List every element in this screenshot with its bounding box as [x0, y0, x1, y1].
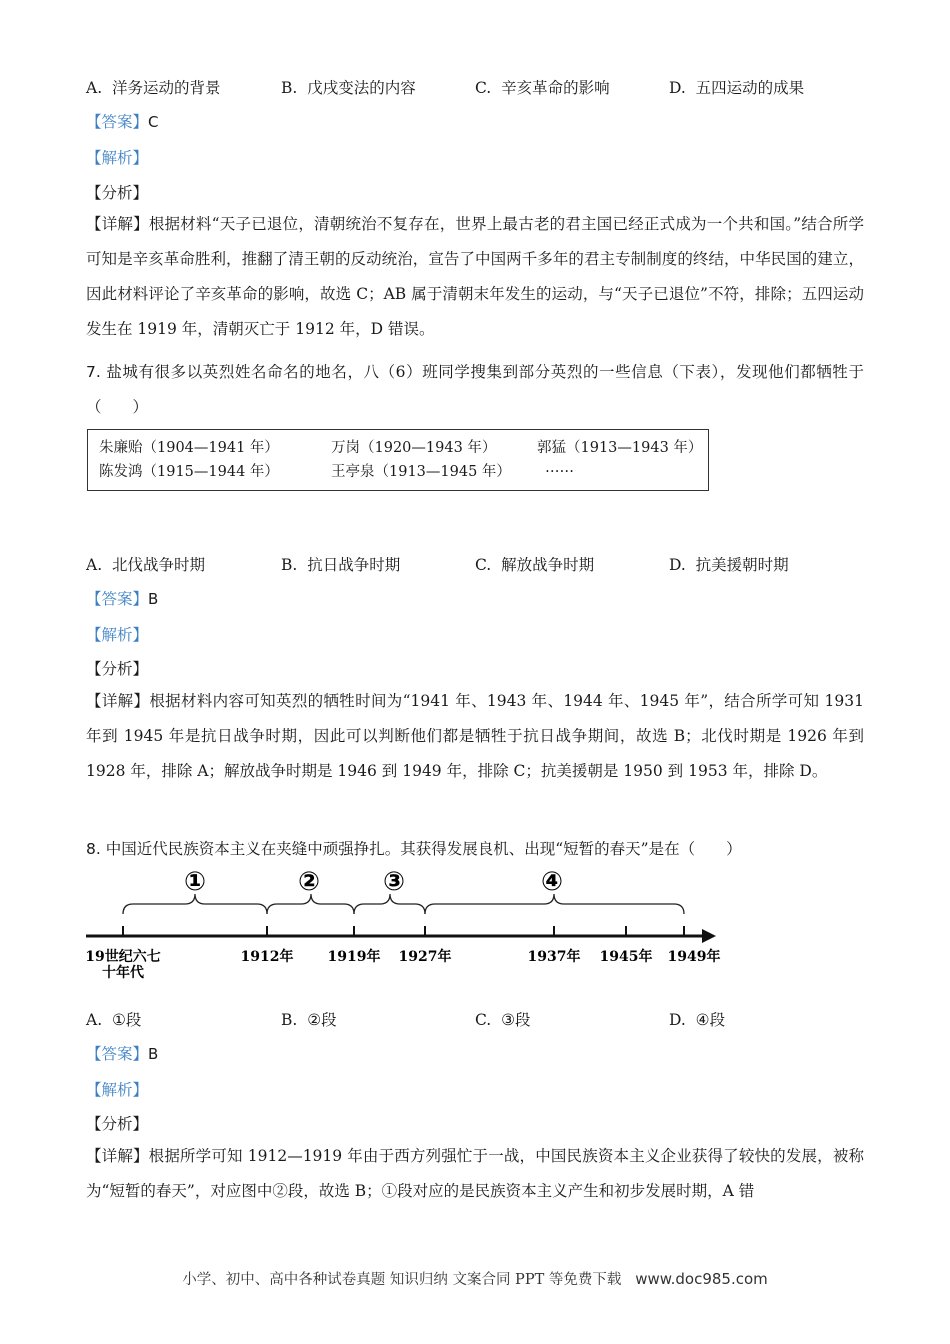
q7-option-c: C. 解放战争时期: [475, 556, 595, 574]
q8-option-b: B. ②段: [281, 1011, 337, 1029]
timeline-year-label: 1919年: [327, 949, 381, 965]
q8-timeline-figure: [80, 866, 730, 986]
segment-label-3: ③: [382, 867, 406, 897]
q8-option-a: A. ①段: [86, 1011, 142, 1029]
timeline-year-label: 1949年: [667, 949, 721, 965]
q7-detail: 【详解】根据材料内容可知英烈的牺牲时间为“1941 年、1943 年、1944 年、1945 年”，结合所学可知 1931 年到 1945 年是抗日战争时期，因此可以判断他们都是牺牲于抗日战争期间，故选 B；北伐时期是 1926 年到 1928 年，排除 A；解放战争时期是 1946 到 1949 年，排除 C；抗美援朝是 1950 到 1953 年，排除 D。: [86, 692, 864, 780]
q6-detail: 【详解】根据材料“天子已退位，清朝统治不复存在，世界上最古老的君主国已经正式成为一个共和国。”结合所学可知是辛亥革命胜利，推翻了清王朝的反动统治，宣告了中国两千多年的君主专制制度的终结，中华民国的建立，因此材料评论了辛亥革命的影响，故选 C；AB 属于清朝末年发生的运动，与“天子已退位”不符，排除；五四运动发生在 1919 年，清朝灭亡于 1912 年，D 错误。: [86, 215, 864, 338]
segment-brace-4: [425, 894, 684, 914]
hero-item: 万岗（1920—1943 年）: [331, 440, 497, 456]
hero-item: 郭猛（1913—1943 年）: [537, 440, 703, 456]
q7-fenxi-label: 【分析】: [86, 660, 149, 678]
segment-brace-3: [354, 894, 425, 914]
q7-stem: 7. 盐城有很多以英烈姓名命名的地名，八（6）班同学搜集到部分英烈的一些信息（下表），发现他们都牺牲于（ ）: [86, 363, 864, 416]
timeline-year-label: 19世纪六七: [85, 949, 161, 965]
hero-item: ……: [545, 460, 574, 476]
timeline-year-label: 1927年: [398, 949, 452, 965]
q6-fenxi-label: 【分析】: [86, 184, 149, 202]
q8-jiexi-label: 【解析】: [86, 1081, 149, 1099]
q7-option-d: D. 抗美援朝时期: [669, 556, 789, 574]
q8-option-c: C. ③段: [475, 1011, 531, 1029]
footer-text: 小学、初中、高中各种试卷真题 知识归纳 文案合同 PPT 等免费下载: [182, 1272, 622, 1288]
q8-fenxi-label: 【分析】: [86, 1115, 149, 1133]
footer-url[interactable]: www.doc985.com: [635, 1270, 768, 1288]
q7-option-b: B. 抗日战争时期: [281, 556, 401, 574]
hero-item: 朱廉贻（1904—1941 年）: [99, 440, 279, 456]
segment-label-2: ②: [297, 867, 321, 897]
q8-stem: 8. 中国近代民族资本主义在夹缝中顽强挣扎。其获得发展良机、出现“短暂的春天”是在（ ）: [86, 840, 742, 858]
timeline-arrow-icon: [702, 929, 716, 943]
segment-brace-1: [123, 894, 267, 914]
timeline-year-label: 1912年: [240, 949, 294, 965]
q6-option-a: A. 洋务运动的背景: [86, 79, 221, 97]
timeline-year-label: 1945年: [599, 949, 653, 965]
hero-item: 王亭泉（1913—1945 年）: [331, 464, 511, 480]
q7-option-a: A. 北伐战争时期: [86, 556, 205, 574]
timeline-year-label: 十年代: [102, 965, 144, 981]
page-footer: [0, 1268, 950, 1289]
q7-jiexi-label: 【解析】: [86, 626, 149, 644]
q6-option-b: B. 戊戌变法的内容: [281, 79, 416, 97]
q8-option-d: D. ④段: [669, 1011, 726, 1029]
q7-heroes-table: [87, 429, 709, 491]
segment-label-1: ①: [183, 867, 207, 897]
q8-answer: 【答案】B: [86, 1045, 159, 1063]
segment-label-4: ④: [540, 867, 564, 897]
q7-answer: 【答案】B: [86, 590, 159, 608]
timeline-year-label: 1937年: [527, 949, 581, 965]
q8-detail: 【详解】根据所学可知 1912—1919 年由于西方列强忙于一战，中国民族资本主义企业获得了较快的发展，被称为“短暂的春天”，对应图中②段，故选 B；①段对应的是民族资本主义产生和初步发展时期，A 错: [86, 1147, 864, 1200]
segment-brace-2: [267, 894, 354, 914]
q6-option-d: D. 五四运动的成果: [669, 79, 805, 97]
q6-jiexi-label: 【解析】: [86, 149, 149, 167]
q6-answer: 【答案】C: [86, 113, 159, 131]
hero-item: 陈发鸿（1915—1944 年）: [99, 464, 279, 480]
q6-option-c: C. 辛亥革命的影响: [475, 79, 610, 97]
